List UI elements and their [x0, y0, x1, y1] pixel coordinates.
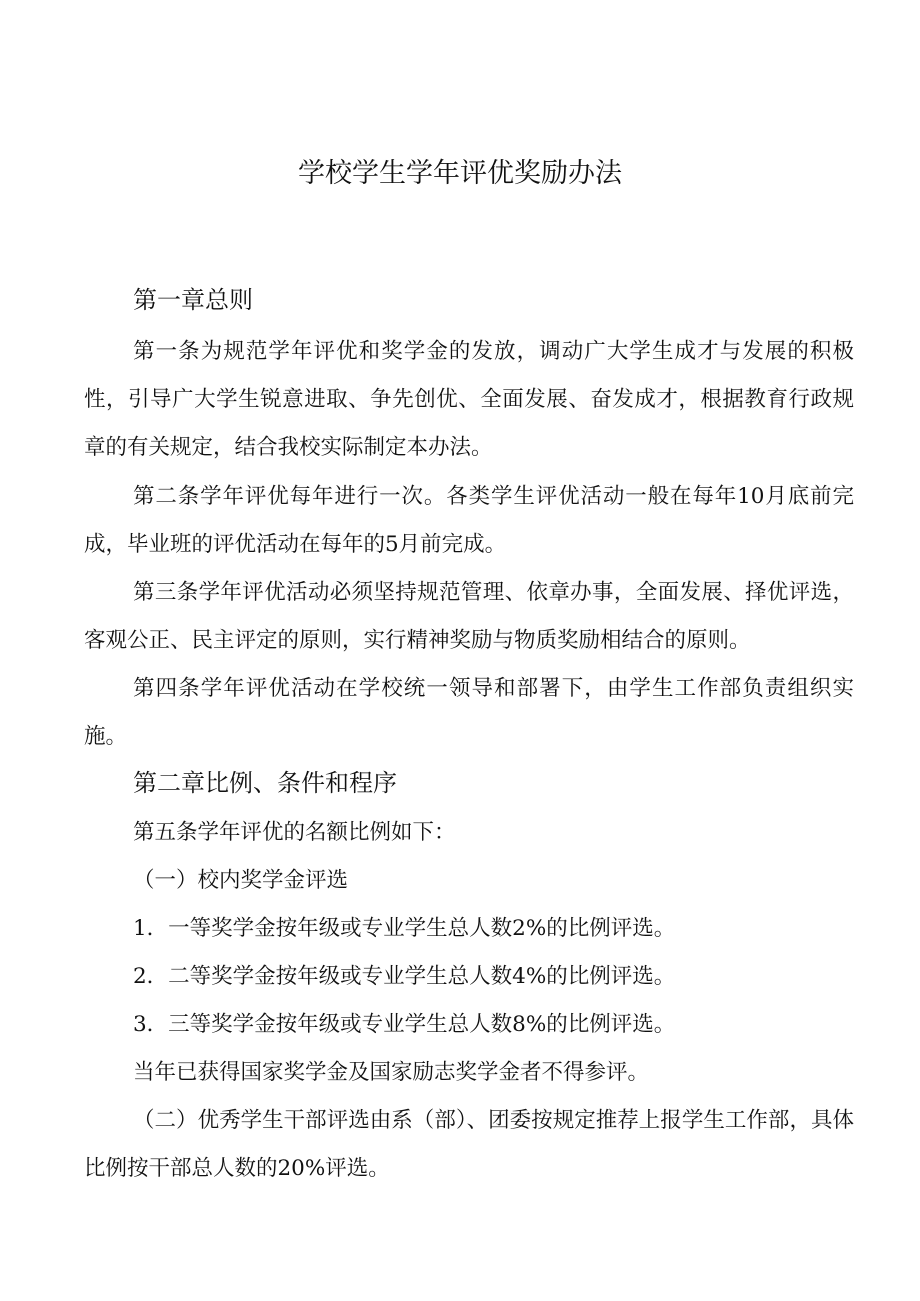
- section-2: （二）优秀学生干部评选由系（部）、团委按规定推荐上报学生工作部，具体比例按干部总人数的20%评选。: [84, 1108, 854, 1181]
- chapter-1-heading: 第一章总则: [133, 286, 253, 314]
- list-item-1: 1．一等奖学金按年级或专业学生总人数2%的比例评选。: [133, 916, 676, 941]
- section-1-title: （一）校内奖学金评选: [133, 868, 349, 893]
- document-title: 学校学生学年评优奖励办法: [298, 158, 622, 189]
- article-3: 第三条学年评优活动必须坚持规范管理、依章办事，全面发展、择优评选，客观公正、民主评定的原则，实行精神奖励与物质奖励相结合的原则。: [84, 580, 854, 653]
- list-item-3: 3．三等奖学金按年级或专业学生总人数8%的比例评选。: [133, 1012, 676, 1037]
- list-item-2: 2．二等奖学金按年级或专业学生总人数4%的比例评选。: [133, 964, 676, 989]
- eligibility-note: 当年已获得国家奖学金及国家励志奖学金者不得参评。: [133, 1060, 650, 1085]
- chapter-2-heading: 第二章比例、条件和程序: [133, 769, 397, 797]
- article-5: 第五条学年评优的名额比例如下：: [133, 820, 456, 845]
- article-1: 第一条为规范学年评优和奖学金的发放，调动广大学生成才与发展的积极性，引导广大学生锐意进取、争先创优、全面发展、奋发成才，根据教育行政规章的有关规定，结合我校实际制定本办法。: [84, 339, 854, 460]
- article-4: 第四条学年评优活动在学校统一领导和部署下，由学生工作部负责组织实施。: [84, 676, 854, 749]
- article-2: 第二条学年评优每年进行一次。各类学生评优活动一般在每年10月底前完成，毕业班的评优活动在每年的5月前完成。: [84, 484, 854, 557]
